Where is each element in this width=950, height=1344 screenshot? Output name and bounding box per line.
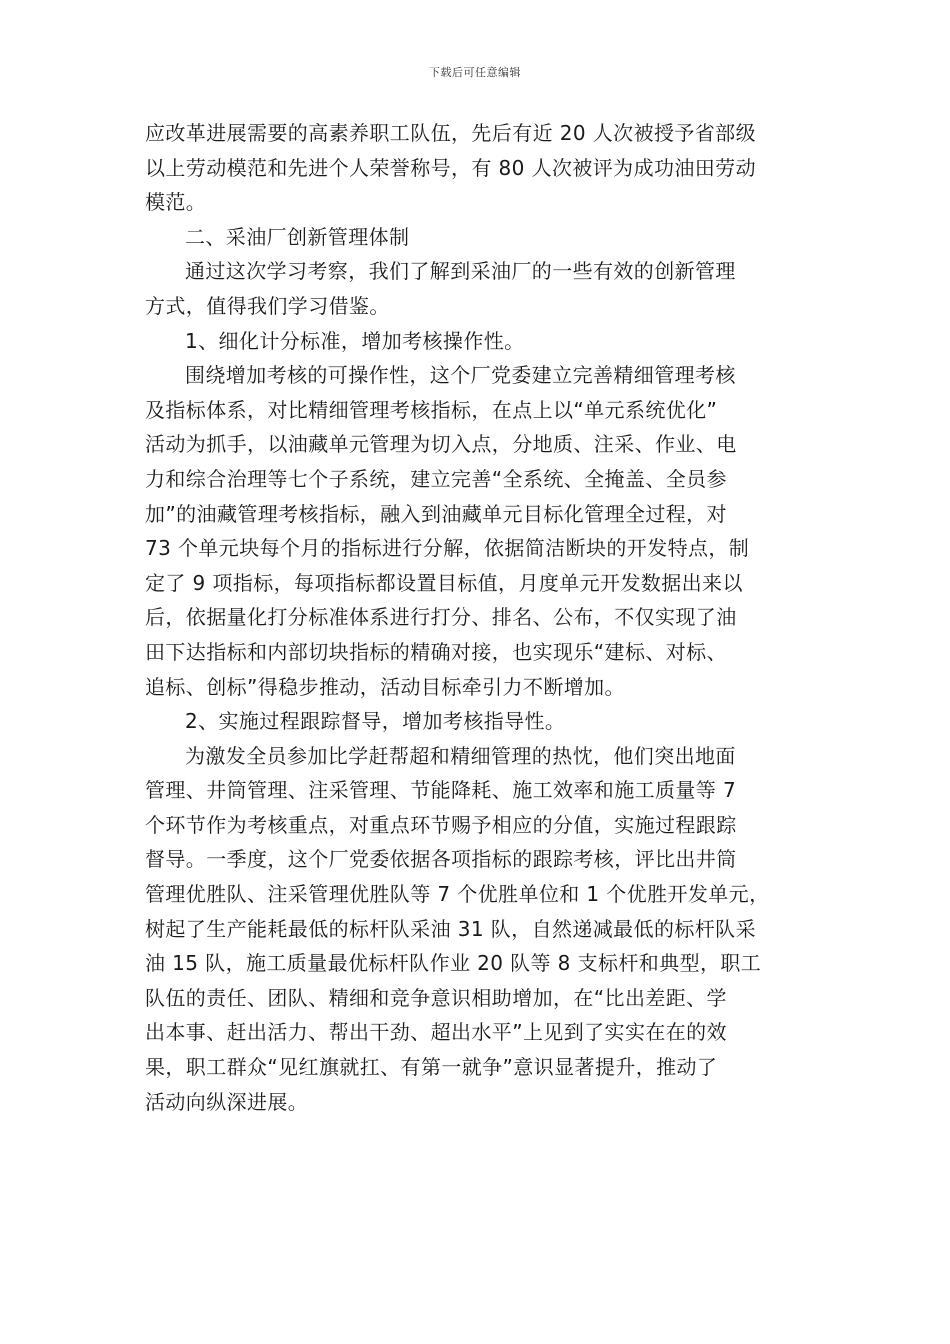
text-line: 出本事、赶出活力、帮出干劲、超出水平”上见到了实实在在的效 xyxy=(145,1020,727,1045)
subsection-heading: 2、实施过程跟踪督导，增加考核指导性。 xyxy=(185,709,566,734)
text-line: 树起了生产能耗最低的标杆队采油 31 队，自然递减最低的标杆队采 xyxy=(145,916,756,941)
document-body xyxy=(145,116,805,1119)
text-line: 方式，值得我们学习借鉴。 xyxy=(145,293,390,318)
text-line: 个环节作为考核重点，对重点环节赐予相应的分值，实施过程跟踪 xyxy=(145,812,737,837)
text-line: 定了 9 项指标，每项指标都设置目标值，月度单元开发数据出来以 xyxy=(145,570,743,595)
text-line: 模范。 xyxy=(145,190,207,215)
text-line: 督导。一季度，这个厂党委依据各项指标的跟踪考核，评比出井筒 xyxy=(145,847,737,872)
subsection-heading: 1、细化计分标准，增加考核操作性。 xyxy=(185,328,525,353)
text-line: 通过这次学习考察，我们了解到采油厂的一些有效的创新管理 xyxy=(185,259,736,284)
text-line: 活动为抓手，以油藏单元管理为切入点，分地质、注采、作业、电 xyxy=(145,432,737,457)
text-line: 73 个单元块每个月的指标进行分解，依据简洁断块的开发特点，制 xyxy=(145,536,750,561)
text-line: 应改革进展需要的高素养职工队伍，先后有近 20 人次被授予省部级 xyxy=(145,121,756,145)
text-line: 围绕增加考核的可操作性，这个厂党委建立完善精细管理考核 xyxy=(185,363,736,388)
text-line: 管理、井筒管理、注采管理、节能降耗、施工效率和施工质量等 7 xyxy=(145,778,737,803)
text-line: 以上劳动模范和先进个人荣誉称号，有 80 人次被评为成功油田劳动 xyxy=(145,155,756,180)
text-line: 力和综合治理等七个子系统，建立完善“全系统、全掩盖、全员参 xyxy=(145,466,727,491)
text-line: 加”的油藏管理考核指标，融入到油藏单元目标化管理全过程，对 xyxy=(145,501,727,526)
text-line: 后，依据量化打分标准体系进行打分、排名、公布，不仅实现了油 xyxy=(145,605,737,630)
section-heading: 二、采油厂创新管理体制 xyxy=(185,224,410,249)
text-line: 果，职工群众“见红旗就扛、有第一就争”意识显著提升，推动了 xyxy=(145,1055,718,1080)
text-line: 管理优胜队、注采管理优胜队等 7 个优胜单位和 1 个优胜开发单元， xyxy=(145,882,770,907)
text-line: 及指标体系，对比精细管理考核指标，在点上以“单元系统优化” xyxy=(145,397,718,422)
page-header-note: 下载后可任意编辑 xyxy=(429,66,521,79)
text-line: 队伍的责任、团队、精细和竞争意识相助增加，在“比出差距、学 xyxy=(145,985,727,1010)
text-line: 为激发全员参加比学赶帮超和精细管理的热忱，他们突出地面 xyxy=(185,743,736,768)
text-line: 油 15 队，施工质量最优标杆队作业 20 队等 8 支标杆和典型，职工 xyxy=(145,951,762,976)
text-line: 活动向纵深进展。 xyxy=(145,1089,309,1114)
text-line: 田下达指标和内部切块指标的精确对接，也实现乐“建标、对标、 xyxy=(145,639,727,664)
text-line: 追标、创标”得稳步推动，活动目标牵引力不断增加。 xyxy=(145,674,625,699)
